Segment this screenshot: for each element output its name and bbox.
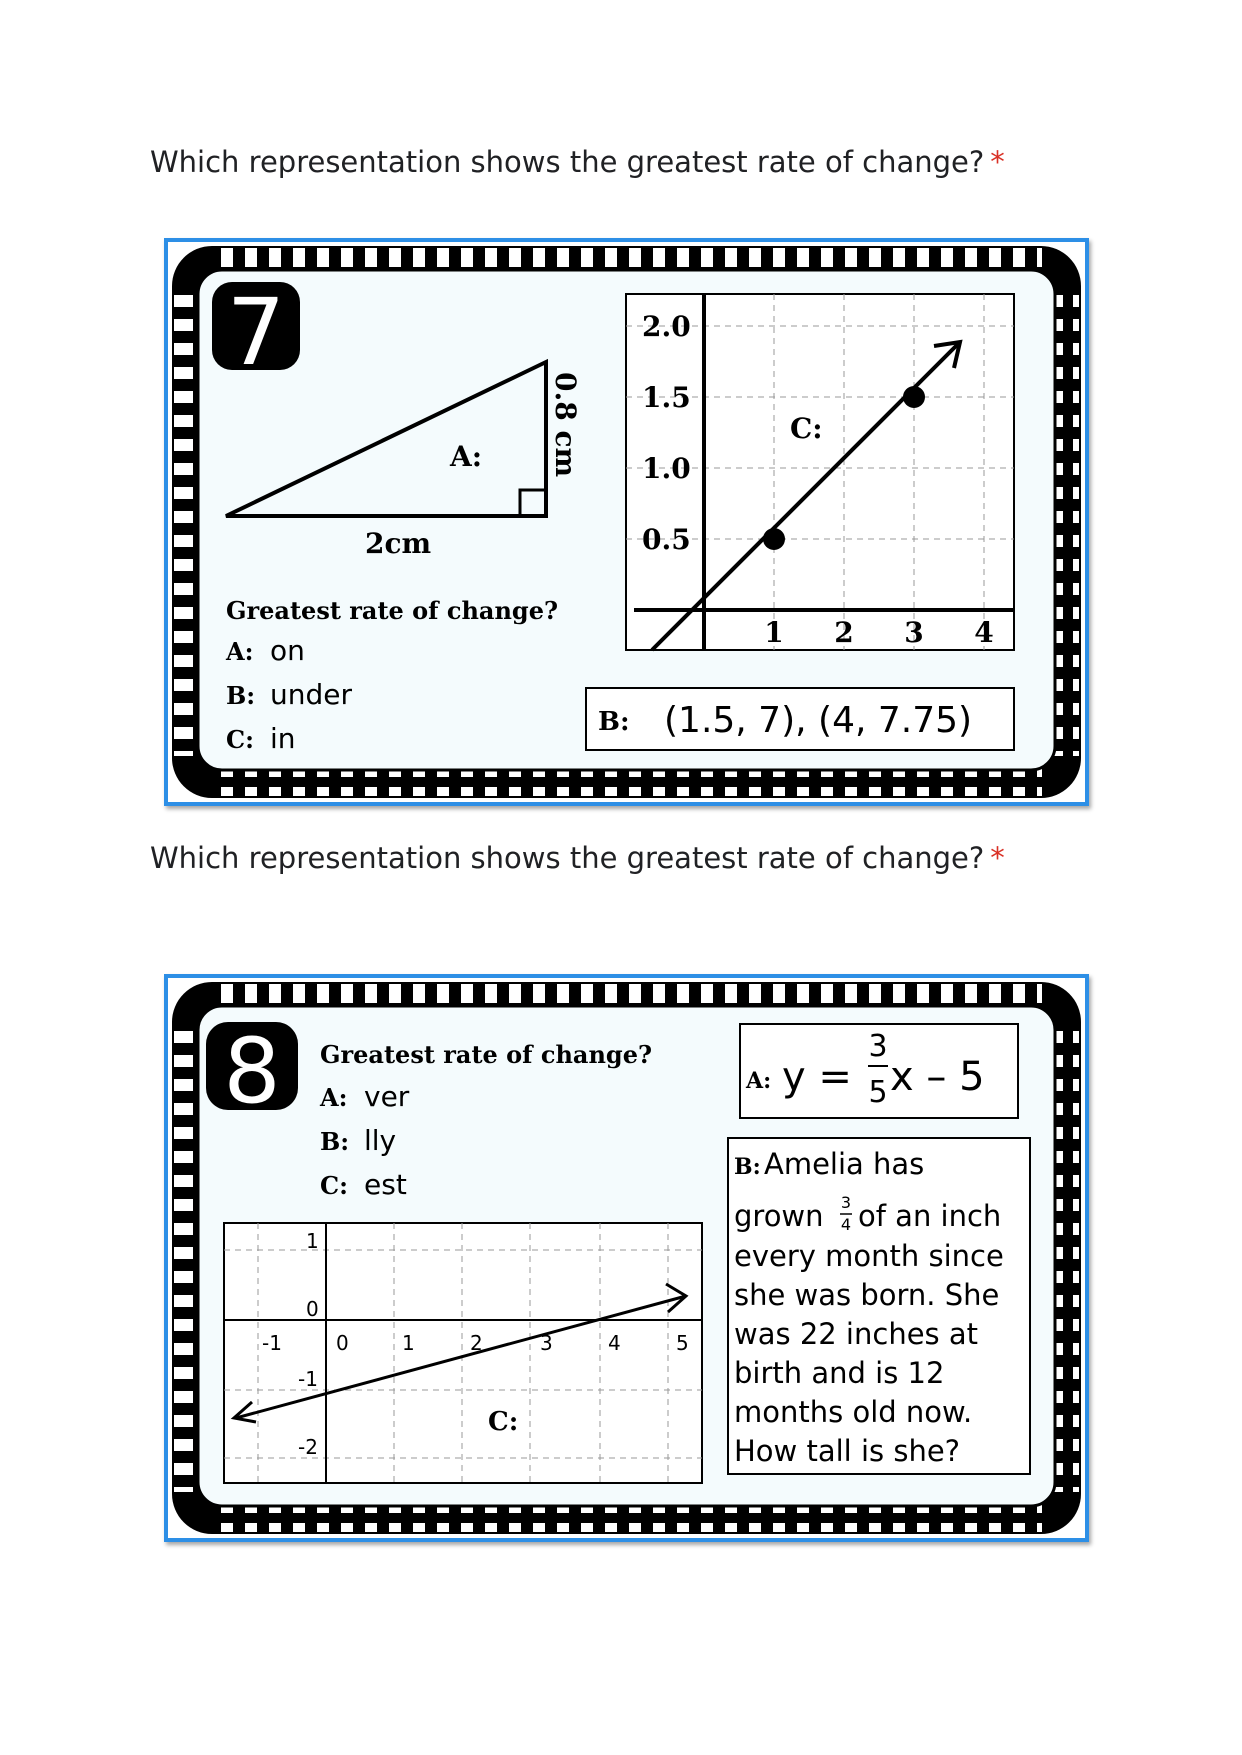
question-2-text: Which representation shows the greatest rate of change? <box>150 841 985 875</box>
option-b-text: lly <box>364 1124 397 1157</box>
option-c-key: C: <box>226 725 254 754</box>
task-card-8 <box>168 978 1085 1538</box>
word-problem-fraction-num: 3 <box>840 1193 852 1212</box>
x-tick-2: 2 <box>470 1331 483 1355</box>
line-graph <box>626 294 1014 650</box>
word-problem-key: B: <box>734 1154 761 1180</box>
option-a-text: on <box>270 634 305 667</box>
word-problem-line-5: was 22 inches at <box>734 1317 979 1351</box>
equation-rhs: x – 5 <box>890 1054 985 1100</box>
question-2-title <box>150 841 1005 875</box>
x-tick-5: 5 <box>676 1331 689 1355</box>
graph-marker: C: <box>790 412 823 445</box>
option-b-text: under <box>270 678 353 711</box>
task-card-7 <box>168 242 1085 802</box>
question-1-text: Which representation shows the greatest rate of change? <box>150 145 985 179</box>
word-problem-line-2-end: of an inch <box>858 1199 1002 1233</box>
line-graph <box>224 1223 702 1483</box>
x-tick-1: 1 <box>764 616 784 649</box>
option-b-key: B: <box>320 1127 350 1156</box>
y-tick-0.5: 0.5 <box>642 523 691 556</box>
equation-key: A: <box>746 1068 772 1094</box>
x-tick-3: 3 <box>904 616 924 649</box>
triangle-base-label: 2cm <box>365 527 432 560</box>
word-problem-line-7: months old now. <box>734 1395 973 1429</box>
y-tick--1: -1 <box>298 1367 318 1391</box>
prompt-text: Greatest rate of change? <box>226 596 559 625</box>
word-problem-line-8: How tall is she? <box>734 1434 961 1468</box>
x-tick-4: 4 <box>974 616 994 649</box>
card-number: 8 <box>223 1019 281 1124</box>
card-number: 7 <box>226 279 286 386</box>
option-a-key: A: <box>320 1083 348 1112</box>
graph-point-1 <box>763 528 785 550</box>
x-tick-2: 2 <box>834 616 854 649</box>
prompt-text: Greatest rate of change? <box>320 1040 653 1069</box>
option-a-text: ver <box>364 1080 410 1113</box>
option-c-text: in <box>270 722 296 755</box>
x-tick-1: 1 <box>402 1331 415 1355</box>
word-problem-line-2-start: grown <box>734 1199 824 1233</box>
y-tick--2: -2 <box>298 1435 318 1459</box>
word-problem-line-3: every month since <box>734 1239 1004 1273</box>
equation-lhs: y = <box>782 1054 852 1100</box>
option-c-text: est <box>364 1168 407 1201</box>
word-problem-line-1: Amelia has <box>764 1147 925 1181</box>
required-asterisk: * <box>990 145 1005 179</box>
y-tick-1: 1 <box>306 1229 319 1253</box>
option-a-key: A: <box>226 637 254 666</box>
y-tick-0: 0 <box>306 1297 319 1321</box>
option-c-key: C: <box>320 1171 348 1200</box>
question-1-title <box>150 145 1005 179</box>
x-tick-4: 4 <box>608 1331 621 1355</box>
word-problem-fraction-den: 4 <box>840 1215 852 1234</box>
word-problem-line-4: she was born. She <box>734 1278 1000 1312</box>
points-box-text: (1.5, 7), (4, 7.75) <box>664 700 973 741</box>
equation-numerator: 3 <box>868 1029 888 1064</box>
y-tick-1.0: 1.0 <box>642 452 691 485</box>
option-b-key: B: <box>226 681 256 710</box>
required-asterisk: * <box>990 841 1005 875</box>
question-1-image[interactable] <box>164 238 1089 806</box>
triangle-marker: A: <box>450 440 483 473</box>
question-2-image[interactable] <box>164 974 1089 1542</box>
graph-point-2 <box>903 386 925 408</box>
graph-marker: C: <box>488 1407 519 1437</box>
x-tick-0: 0 <box>336 1331 349 1355</box>
y-tick-1.5: 1.5 <box>642 381 691 414</box>
points-box-key: B: <box>598 707 630 737</box>
equation-denominator: 5 <box>868 1075 888 1110</box>
y-tick-2.0: 2.0 <box>642 310 691 343</box>
word-problem-line-6: birth and is 12 <box>734 1356 945 1390</box>
x-tick--1: -1 <box>262 1331 282 1355</box>
triangle-height-label: 0.8 cm <box>549 372 582 478</box>
x-tick-3: 3 <box>540 1331 553 1355</box>
